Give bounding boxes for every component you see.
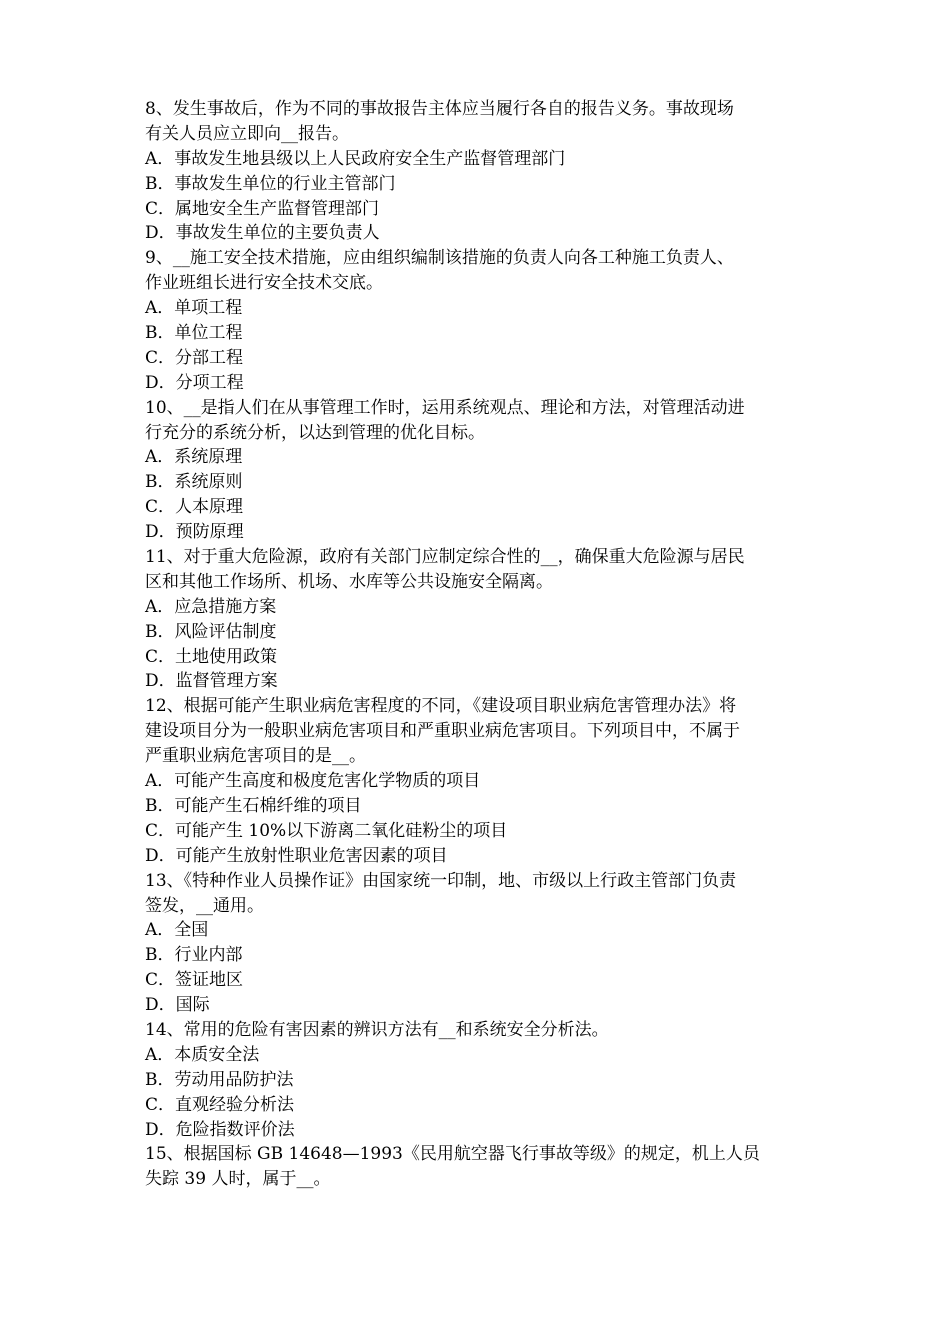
- question-stem-line: 12、根据可能产生职业病危害程度的不同，《建设项目职业病危害管理办法》将: [145, 696, 737, 717]
- answer-option: B．系统原则: [145, 472, 243, 493]
- answer-option: C．签证地区: [145, 970, 244, 991]
- question-stem-line: 失踪 39 人时，属于__。: [145, 1169, 331, 1190]
- question-stem-line: 严重职业病危害项目的是__。: [145, 746, 366, 767]
- question-stem-line: 8、发生事故后，作为不同的事故报告主体应当履行各自的报告义务。事故现场: [145, 99, 734, 119]
- answer-option: A．应急措施方案: [145, 596, 277, 617]
- question-stem-line: 作业班组长进行安全技术交底。: [145, 273, 383, 294]
- answer-option: D．预防原理: [145, 522, 244, 543]
- question-stem-line: 签发，__通用。: [145, 895, 264, 916]
- answer-option: D．可能产生放射性职业危害因素的项目: [145, 845, 448, 866]
- question-stem-line: 11、对于重大危险源，政府有关部门应制定综合性的__，确保重大危险源与居民: [145, 547, 745, 568]
- question-stem-line: 9、__施工安全技术措施，应由组织编制该措施的负责人向各工种施工负责人、: [145, 248, 734, 269]
- question-stem-line: 10、__是指人们在从事管理工作时，运用系统观点、理论和方法，对管理活动进: [145, 397, 745, 418]
- answer-option: B．劳动用品防护法: [145, 1069, 294, 1090]
- question-stem-line: 区和其他工作场所、机场、水库等公共设施安全隔离。: [145, 571, 553, 592]
- question-block: [145, 97, 813, 246]
- answer-option: A．事故发生地县级以上人民政府安全生产监督管理部门: [145, 148, 566, 169]
- question-block: [145, 1018, 813, 1142]
- question-block: [145, 694, 813, 868]
- question-block: [145, 396, 813, 545]
- answer-option: B．单位工程: [145, 323, 243, 344]
- answer-option: C．分部工程: [145, 347, 244, 368]
- answer-option: A．单项工程: [145, 298, 243, 319]
- question-stem-line: 行充分的系统分析，以达到管理的优化目标。: [145, 422, 485, 443]
- answer-option: C．人本原理: [145, 497, 244, 518]
- answer-option: C．直观经验分析法: [145, 1094, 295, 1115]
- question-list: [145, 97, 813, 1192]
- answer-option: D．危险指数评价法: [145, 1119, 295, 1140]
- answer-option: D．事故发生单位的主要负责人: [145, 223, 380, 244]
- answer-option: C．属地安全生产监督管理部门: [145, 198, 380, 219]
- question-stem-line: 有关人员应立即向__报告。: [145, 123, 349, 144]
- answer-option: B．风险评估制度: [145, 621, 277, 642]
- answer-option: A．本质安全法: [145, 1044, 260, 1065]
- answer-option: C．可能产生 10%以下游离二氧化硅粉尘的项目: [145, 820, 508, 841]
- question-block: [145, 1142, 813, 1192]
- answer-option: D．国际: [145, 995, 210, 1016]
- question-block: [145, 246, 813, 395]
- answer-option: D．分项工程: [145, 372, 244, 393]
- question-stem-line: 13、《特种作业人员操作证》由国家统一印制，地、市级以上行政主管部门负责: [145, 870, 737, 891]
- question-stem-line: 建设项目分为一般职业病危害项目和严重职业病危害项目。下列项目中，不属于: [145, 721, 740, 742]
- answer-option: A．系统原理: [145, 447, 243, 468]
- answer-option: A．全国: [145, 920, 209, 941]
- question-block: [145, 545, 813, 694]
- answer-option: B．可能产生石棉纤维的项目: [145, 795, 362, 816]
- question-stem-line: 14、常用的危险有害因素的辨识方法有__和系统安全分析法。: [145, 1019, 609, 1040]
- answer-option: A．可能产生高度和极度危害化学物质的项目: [145, 771, 481, 792]
- answer-option: D．监督管理方案: [145, 671, 278, 692]
- question-block: [145, 869, 813, 1018]
- answer-option: B．事故发生单位的行业主管部门: [145, 173, 396, 194]
- question-stem-line: 15、根据国标 GB 14648—1993《民用航空器飞行事故等级》的规定，机上人员: [145, 1144, 760, 1165]
- answer-option: C．土地使用政策: [145, 646, 278, 667]
- answer-option: B．行业内部: [145, 945, 243, 966]
